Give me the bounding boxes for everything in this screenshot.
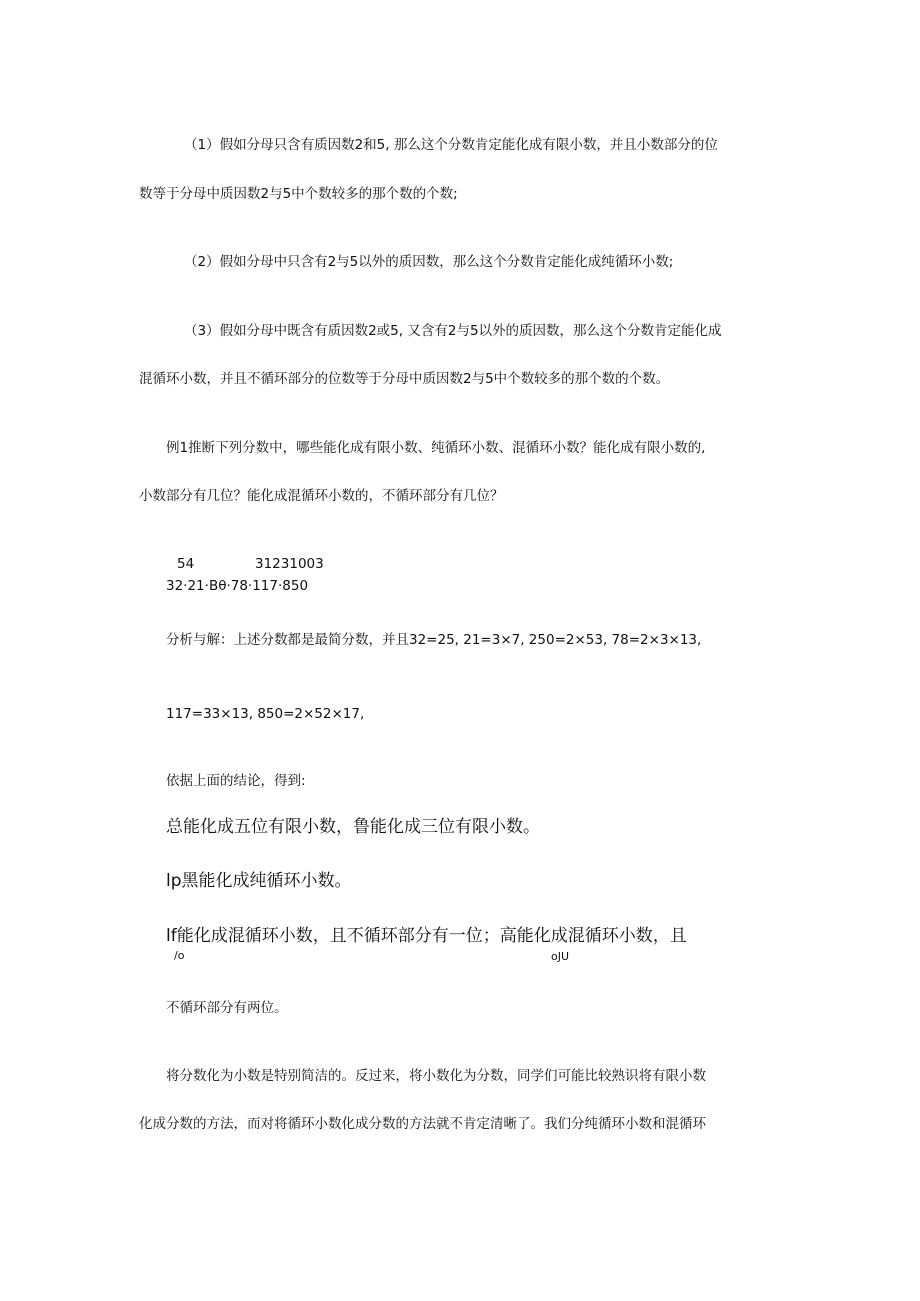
fraction-numerators-b: 31231003: [255, 556, 324, 572]
analysis-line-2: 117=33×13, 850=2×52×17,: [166, 706, 365, 722]
closing-line-2: 化成分数的方法，而对将循环小数化成分数的方法就不肯定清晰了。我们分纯循环小数和混循环: [139, 1116, 706, 1132]
example-line-2: 小数部分有几位？能化成混循环小数的，不循环部分有几位？: [139, 488, 504, 504]
result-line-4: 不循环部分有两位。: [166, 1000, 288, 1016]
example-line-1: 例1推断下列分数中，哪些能化成有限小数、纯循环小数、混循环小数？能化成有限小数的,: [166, 440, 706, 456]
analysis-line-1: 分析与解：上述分数都是最简分数，并且32=25, 21=3×7, 250=2×53, 78=2×3×13,: [166, 632, 702, 648]
rule-3-line-1: （3）假如分母中既含有质因数2或5, 又含有2与5以外的质因数，那么这个分数肯定能化成: [184, 323, 722, 339]
result-line-1: 总能化成五位有限小数，鲁能化成三位有限小数。: [166, 817, 540, 837]
rule-1-line-1: （1）假如分母只含有质因数2和5, 那么这个分数肯定能化成有限小数，并且小数部分的位: [184, 137, 718, 153]
result-line-3: lf能化成混循环小数，且不循环部分有一位；高能化成混循环小数，且: [166, 926, 687, 946]
rule-1-line-2: 数等于分母中质因数2与5中个数较多的那个数的个数;: [139, 186, 458, 202]
result-line-3-subscript-b: oJU: [551, 950, 570, 963]
fraction-denominators: 32·21·Bθ·78·117·850: [166, 578, 309, 594]
closing-line-1: 将分数化为小数是特别简洁的。反过来，将小数化为分数，同学们可能比较熟识将有限小数: [166, 1068, 706, 1084]
result-line-3-subscript-a: /o: [174, 949, 185, 962]
rule-2-line-1: （2）假如分母中只含有2与5以外的质因数，那么这个分数肯定能化成纯循环小数;: [184, 254, 674, 270]
fraction-numerators-a: 54: [177, 556, 195, 572]
rule-3-line-2: 混循环小数，并且不循环部分的位数等于分母中质因数2与5中个数较多的那个数的个数。: [139, 371, 670, 387]
result-line-2: lp黑能化成纯循环小数。: [166, 871, 352, 891]
conclusion-intro: 依据上面的结论，得到:: [166, 773, 306, 789]
